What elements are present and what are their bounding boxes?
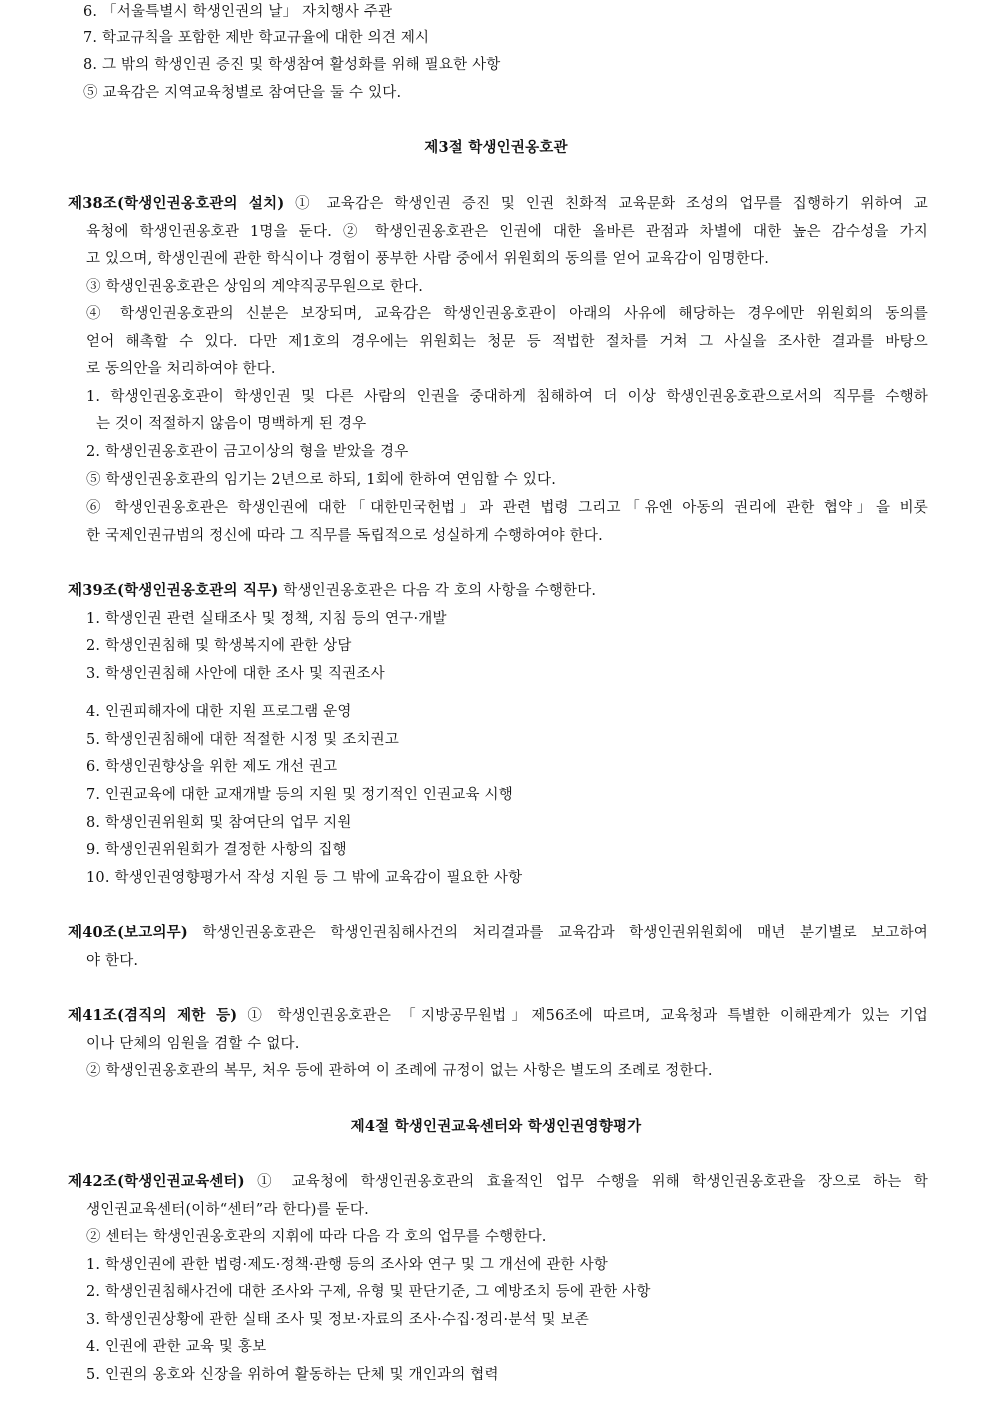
list-item: 7. 인권교육에 대한 교재개발 등의 지원 및 정기적인 인권교육 시행 bbox=[86, 787, 513, 803]
article-line: 이나 단체의 임원을 겸할 수 없다. bbox=[86, 1036, 300, 1052]
list-item: 1. 학생인권 관련 실태조사 및 정책, 지침 등의 연구·개발 bbox=[86, 611, 447, 627]
list-item: 9. 학생인권위원회가 결정한 사항의 집행 bbox=[86, 842, 347, 858]
article-text: ① 교육감은 학생인권 증진 및 인권 친화적 교육문화 조성의 업무를 집행하기 위하여 교 bbox=[295, 196, 928, 212]
article-line: 야 한다. bbox=[86, 953, 139, 969]
section-heading: 제4절 학생인권교육센터와 학생인권영향평가 bbox=[350, 1118, 642, 1135]
article-42-first-line bbox=[68, 1170, 928, 1191]
article-line: ⑤ 학생인권옹호관의 임기는 2년으로 하되, 1회에 한하여 연임할 수 있다. bbox=[86, 472, 557, 488]
article-38-first-line bbox=[68, 192, 928, 213]
article-title: 제39조(학생인권옹호관의 직무) bbox=[68, 582, 279, 599]
list-item: 4. 인권피해자에 대한 지원 프로그램 운영 bbox=[86, 704, 352, 720]
article-title: 제38조(학생인권옹호관의 설치) bbox=[68, 195, 285, 212]
article-line: 얻어 해촉할 수 있다. 다만 제1호의 경우에는 위원회는 청문 등 적법한 절차를 거쳐 그 사실을 조사한 결과를 바탕으 bbox=[86, 334, 928, 350]
article-line: ⑥ 학생인권옹호관은 학생인권에 대한「대한민국헌법」과 관련 법령 그리고「유엔 아동의 권리에 관한 협약」을 비롯 bbox=[86, 500, 928, 516]
list-item: 5. 인권의 옹호와 신장을 위하여 활동하는 단체 및 개인과의 협력 bbox=[86, 1367, 499, 1383]
list-item: ⑤ 교육감은 지역교육청별로 참여단을 둘 수 있다. bbox=[83, 85, 402, 101]
article-text: 학생인권옹호관은 다음 각 호의 사항을 수행한다. bbox=[283, 583, 597, 599]
section-heading: 제3절 학생인권옹호관 bbox=[424, 139, 568, 156]
article-line: ④ 학생인권옹호관의 신분은 보장되며, 교육감은 학생인권옹호관이 아래의 사유에 해당하는 경우에만 위원회의 동의를 bbox=[86, 306, 928, 322]
article-line: 1. 학생인권옹호관이 학생인권 및 다른 사람의 인권을 중대하게 침해하여 더 이상 학생인권옹호관으로서의 직무를 수행하 bbox=[86, 389, 928, 405]
list-item: 8. 그 밖의 학생인권 증진 및 학생참여 활성화를 위해 필요한 사항 bbox=[83, 57, 501, 73]
article-title: 제40조(보고의무) bbox=[68, 924, 188, 941]
list-item: 6. 학생인권향상을 위한 제도 개선 권고 bbox=[86, 759, 338, 775]
list-item: 10. 학생인권영향평가서 작성 지원 등 그 밖에 교육감이 필요한 사항 bbox=[86, 870, 523, 886]
article-39-first-line bbox=[68, 579, 596, 600]
article-line: 육청에 학생인권옹호관 1명을 둔다. ② 학생인권옹호관은 인권에 대한 올바른 관점과 차별에 대한 높은 감수성을 가지 bbox=[86, 224, 928, 240]
article-41-first-line bbox=[68, 1004, 928, 1025]
article-title: 제42조(학생인권교육센터) bbox=[68, 1173, 245, 1190]
list-item: 7. 학교규칙을 포함한 제반 학교규율에 대한 의견 제시 bbox=[83, 30, 430, 46]
article-line: 고 있으며, 학생인권에 관한 학식이나 경험이 풍부한 사람 중에서 위원회의 동의를 얻어 교육감이 임명한다. bbox=[86, 251, 770, 267]
article-line: 로 동의안을 처리하여야 한다. bbox=[86, 361, 276, 377]
article-line: 는 것이 적절하지 않음이 명백하게 된 경우 bbox=[96, 416, 367, 432]
article-text: ① 교육청에 학생인권옹호관의 효율적인 업무 수행을 위해 학생인권옹호관을 장으로 하는 학 bbox=[257, 1174, 928, 1190]
list-item: 3. 학생인권침해 사안에 대한 조사 및 직권조사 bbox=[86, 666, 385, 682]
list-item: 2. 학생인권침해 및 학생복지에 관한 상담 bbox=[86, 638, 352, 654]
article-line: 2. 학생인권옹호관이 금고이상의 형을 받았을 경우 bbox=[86, 444, 409, 460]
list-item: 5. 학생인권침해에 대한 적절한 시정 및 조치권고 bbox=[86, 732, 400, 748]
article-text: ① 학생인권옹호관은 「지방공무원법」제56조에 따르며, 교육청과 특별한 이해관계가 있는 기업 bbox=[247, 1008, 928, 1024]
article-line: ③ 학생인권옹호관은 상임의 계약직공무원으로 한다. bbox=[86, 279, 424, 295]
article-line: ② 학생인권옹호관의 복무, 처우 등에 관하여 이 조례에 규정이 없는 사항은 별도의 조례로 정한다. bbox=[86, 1063, 713, 1079]
list-item: 1. 학생인권에 관한 법령·제도·정책·관행 등의 조사와 연구 및 그 개선에 관한 사항 bbox=[86, 1257, 608, 1273]
list-item: 2. 학생인권침해사건에 대한 조사와 구제, 유형 및 판단기준, 그 예방조치 등에 관한 사항 bbox=[86, 1284, 651, 1300]
article-40-first-line bbox=[68, 921, 928, 942]
list-item: 3. 학생인권상황에 관한 실태 조사 및 정보·자료의 조사·수집·정리·분석 및 보존 bbox=[86, 1312, 589, 1328]
article-line: ② 센터는 학생인권옹호관의 지휘에 따라 다음 각 호의 업무를 수행한다. bbox=[86, 1229, 547, 1245]
list-item: 4. 인권에 관한 교육 및 홍보 bbox=[86, 1339, 267, 1355]
list-item: 8. 학생인권위원회 및 참여단의 업무 지원 bbox=[86, 815, 352, 831]
article-line: 한 국제인권규범의 정신에 따라 그 직무를 독립적으로 성실하게 수행하여야 한다. bbox=[86, 528, 603, 544]
article-text: 학생인권옹호관은 학생인권침해사건의 처리결과를 교육감과 학생인권위원회에 매년 분기별로 보고하여 bbox=[202, 925, 928, 941]
article-title: 제41조(겸직의 제한 등) bbox=[68, 1007, 238, 1024]
article-line: 생인권교육센터(이하“센터”라 한다)를 둔다. bbox=[86, 1202, 369, 1218]
list-item: 6. 「서울특별시 학생인권의 날」 자치행사 주관 bbox=[83, 4, 393, 20]
